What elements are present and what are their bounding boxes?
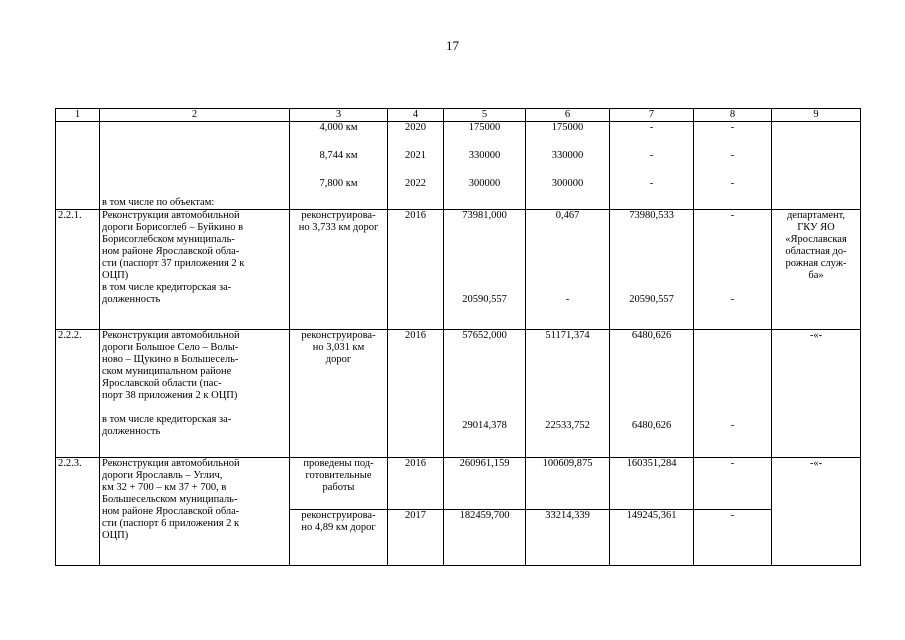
result-cell: реконструирова- но 3,733 км дорог (290, 210, 388, 330)
table-row (56, 122, 861, 210)
header-cell: 6 (526, 109, 610, 122)
value-cell: 175000 330000 300000 (526, 122, 610, 210)
value-cell: 182459,700 (444, 510, 526, 566)
header-cell: 4 (388, 109, 444, 122)
value-cell: 149245,361 (610, 510, 694, 566)
year-cell: 2017 (388, 510, 444, 566)
num-cell: 2.2.3. (56, 458, 100, 566)
value-cell: - - (694, 210, 772, 330)
value-cell: 0,467 - (526, 210, 610, 330)
result-cell: проведены под- готовительные работы (290, 458, 388, 510)
table-row (56, 330, 861, 458)
value-cell: - (694, 510, 772, 566)
value-cell: 73980,533 20590,557 (610, 210, 694, 330)
desc-cell: Реконструкция автомобильной дороги Ярославль – Углич, км 32 + 700 – км 37 + 700, в Большесельском муниципаль- ном районе Ярославской обла- сти (паспорт 6 приложения 2 к ОЦП) (100, 458, 290, 566)
desc-cell (100, 122, 290, 210)
year-cell: 2016 (388, 458, 444, 510)
value-cell: - - - (610, 122, 694, 210)
num-cell: 2.2.2. (56, 330, 100, 458)
table-row (56, 458, 861, 510)
executor-cell: департамент, ГКУ ЯО «Ярославская областная до- рожная служ- ба» (772, 210, 861, 330)
header-cell: 7 (610, 109, 694, 122)
desc-cell: Реконструкция автомобильной дороги Большое Село – Волы- ново – Щукино в Большесель- ском муниципальном районе Ярославской области (пас- порт 38 приложения 2 к ОЦП) в том числе кредиторская за- долженность (100, 330, 290, 458)
result-cell: реконструирова- но 3,031 км дорог (290, 330, 388, 458)
value-cell: - (694, 330, 772, 458)
value-cell: 51171,374 22533,752 (526, 330, 610, 458)
year-cell: 2016 (388, 210, 444, 330)
executor-cell (772, 122, 861, 210)
header-cell: 2 (100, 109, 290, 122)
value-cell: 260961,159 (444, 458, 526, 510)
num-cell: 2.2.1. (56, 210, 100, 330)
table-row (56, 210, 861, 330)
value-cell: - (694, 458, 772, 510)
value-cell: - - - (694, 122, 772, 210)
value-cell: 33214,339 (526, 510, 610, 566)
value-cell: 57652,000 29014,378 (444, 330, 526, 458)
caption-text: в том числе по объектам: (102, 197, 215, 208)
header-cell: 1 (56, 109, 100, 122)
value-cell: 175000 330000 300000 (444, 122, 526, 210)
program-table (55, 108, 861, 566)
result-cell: 4,000 км 8,744 км 7,800 км (290, 122, 388, 210)
header-cell: 5 (444, 109, 526, 122)
header-cell: 3 (290, 109, 388, 122)
num-cell (56, 122, 100, 210)
page-number: 17 (446, 38, 459, 53)
header-cell: 8 (694, 109, 772, 122)
value-cell: 100609,875 (526, 458, 610, 510)
header-row (56, 109, 861, 122)
executor-cell: -«- (772, 458, 861, 566)
desc-cell: Реконструкция автомобильной дороги Борисоглеб – Буйкино в Борисоглебском муниципаль- ном районе Ярославской обла- сти (паспорт 37 приложения 2 к ОЦП) в том числе кредиторская за- долженность (100, 210, 290, 330)
executor-cell: -«- (772, 330, 861, 458)
result-cell: реконструирова- но 4,89 км дорог (290, 510, 388, 566)
header-cell: 9 (772, 109, 861, 122)
value-cell: 73981,000 20590,557 (444, 210, 526, 330)
value-cell: 160351,284 (610, 458, 694, 510)
value-cell: 6480,626 6480,626 (610, 330, 694, 458)
year-cell: 2016 (388, 330, 444, 458)
year-cell: 2020 2021 2022 (388, 122, 444, 210)
